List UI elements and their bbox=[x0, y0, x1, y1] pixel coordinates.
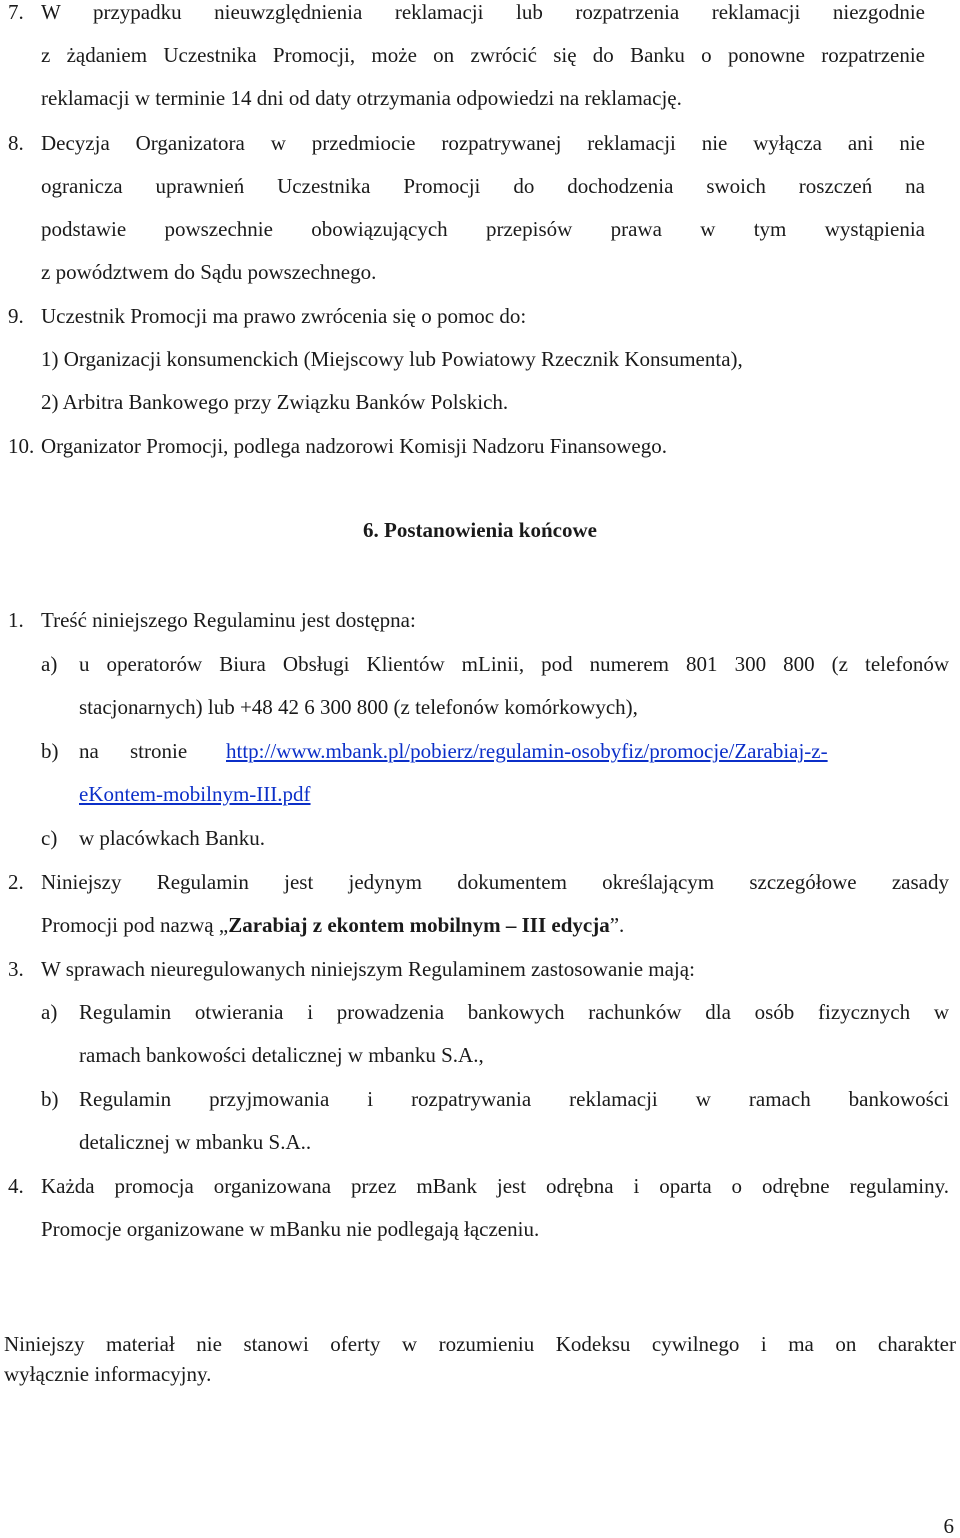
item-number: 8. bbox=[8, 131, 24, 155]
paragraph-line: Uczestnik Promocji ma prawo zwrócenia się o pomoc do: bbox=[41, 304, 527, 328]
disclaimer-line: wyłącznie informacyjny. bbox=[4, 1362, 212, 1386]
paragraph-line: Organizator Promocji, podlega nadzorowi Komisji Nadzoru Finansowego. bbox=[41, 434, 667, 458]
regulation-pdf-link-continued[interactable]: eKontem-mobilnym-III.pdf bbox=[79, 782, 311, 806]
paragraph-line: reklamacji w terminie 14 dni od daty otrzymania odpowiedzi na reklamację. bbox=[41, 86, 682, 110]
paragraph-line: podstawie powszechnie obowiązujących przepisów prawa w tym wystąpienia bbox=[41, 217, 925, 241]
page-number: 6 bbox=[943, 1514, 954, 1538]
list-marker: c) bbox=[41, 826, 58, 850]
disclaimer-line: Niniejszy materiał nie stanowi oferty w rozumieniu Kodeksu cywilnego i ma on charakter bbox=[4, 1332, 956, 1356]
list-item: 1) Organizacji konsumenckich (Miejscowy lub Powiatowy Rzecznik Konsumenta), bbox=[41, 347, 743, 371]
paragraph-line: Każda promocja organizowana przez mBank jest odrębna i oparta o odrębne regulaminy. bbox=[41, 1174, 949, 1198]
paragraph-line: Treść niniejszego Regulaminu jest dostępna: bbox=[41, 608, 416, 632]
list-item-line: Regulamin przyjmowania i rozpatrywania reklamacji w ramach bankowości bbox=[79, 1087, 949, 1111]
paragraph-line: Promocje organizowane w mBanku nie podlegają łączeniu. bbox=[41, 1217, 540, 1241]
text-fragment: ”. bbox=[609, 913, 625, 937]
paragraph-line: W sprawach nieuregulowanych niniejszym Regulaminem zastosowanie mają: bbox=[41, 957, 695, 981]
item-number: 3. bbox=[8, 957, 24, 981]
list-item: 2) Arbitra Bankowego przy Związku Banków Polskich. bbox=[41, 390, 509, 414]
list-marker: b) bbox=[41, 1087, 59, 1111]
paragraph-line: W przypadku nieuwzględnienia reklamacji lub rozpatrzenia reklamacji niezgodnie bbox=[41, 0, 925, 24]
section-heading: 6. Postanowienia końcowe bbox=[363, 518, 597, 542]
paragraph-line: Decyzja Organizatora w przedmiocie rozpatrywanej reklamacji nie wyłącza ani nie bbox=[41, 131, 925, 155]
paragraph-line: ogranicza uprawnień Uczestnika Promocji do dochodzenia swoich roszczeń na bbox=[41, 174, 925, 198]
item-number: 1. bbox=[8, 608, 24, 632]
item-number: 10. bbox=[8, 434, 35, 458]
item-number: 4. bbox=[8, 1174, 24, 1198]
paragraph-line: Niniejszy Regulamin jest jedynym dokumentem określającym szczegółowe zasady bbox=[41, 870, 949, 894]
item-number: 9. bbox=[8, 304, 24, 328]
text-fragment: Promocji pod nazwą „ bbox=[41, 913, 229, 937]
list-item-word: stronie bbox=[130, 739, 188, 763]
list-item-line: Regulamin otwierania i prowadzenia bankowych rachunków dla osób fizycznych w bbox=[79, 1000, 949, 1024]
list-marker: a) bbox=[41, 1000, 58, 1024]
paragraph-line bbox=[41, 915, 624, 936]
list-marker: b) bbox=[41, 739, 59, 763]
list-item-line: ramach bankowości detalicznej w mbanku S.A., bbox=[79, 1043, 484, 1067]
list-item-line: u operatorów Biura Obsługi Klientów mLinii, pod numerem 801 300 800 (z telefonów bbox=[79, 652, 949, 676]
item-number: 7. bbox=[8, 0, 24, 24]
item-number: 2. bbox=[8, 870, 24, 894]
paragraph-line: z żądaniem Uczestnika Promocji, może on zwrócić się do Banku o ponowne rozpatrzenie bbox=[41, 43, 925, 67]
list-item-line: w placówkach Banku. bbox=[79, 826, 266, 850]
list-item-line: stacjonarnych) lub +48 42 6 300 800 (z telefonów komórkowych), bbox=[79, 695, 638, 719]
list-item-word: na bbox=[79, 739, 99, 763]
list-marker: a) bbox=[41, 652, 58, 676]
promotion-name: Zarabiaj z ekontem mobilnym – III edycja bbox=[228, 913, 610, 937]
paragraph-line: z powództwem do Sądu powszechnego. bbox=[41, 260, 377, 284]
regulation-pdf-link[interactable]: http://www.mbank.pl/pobierz/regulamin-osobyfiz/promocje/Zarabiaj-z- bbox=[226, 739, 828, 763]
list-item-line: detalicznej w mbanku S.A.. bbox=[79, 1130, 312, 1154]
